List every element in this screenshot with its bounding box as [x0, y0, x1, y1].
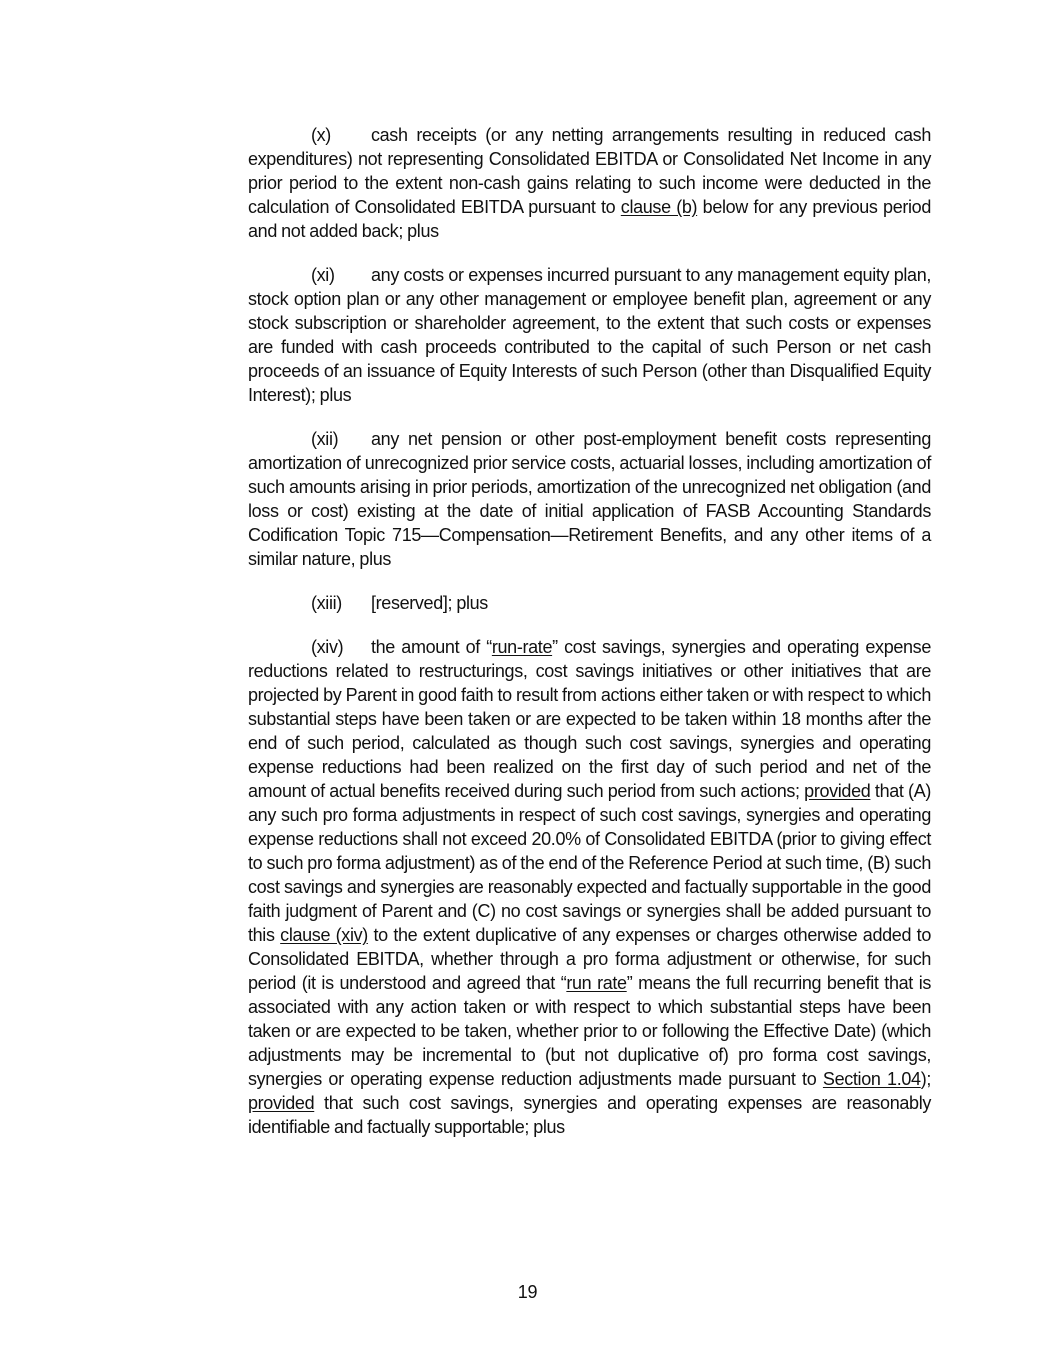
clause-text: cash receipts (or any netting arrangements resulting in reduced cash expenditures) not representing Consolidated EBITDA or Consolidated Net Income in any prior period to the extent non-cash gains relating to such income were deducted in the calculation of Consolidated EBITDA pursuant to: [248, 125, 931, 217]
clause-number: (xi): [311, 265, 335, 285]
clause-number: (xii): [311, 429, 339, 449]
document-body: [248, 123, 931, 1139]
clause-text: that (A) any such pro forma adjustments in respect of such cost savings, synergies and operating expense reductions shall not exceed 20.0% of Consolidated EBITDA (prior to giving effect to such pro forma adjustment) as of the end of the Reference Period at such time, (B) such cost savings and synergies are reasonably expected and factually supportable in the good faith judgment of Parent and (C) no cost savings or synergies shall be added pursuant to this: [248, 781, 931, 945]
clause-text: below for any previous period and not added back; plus: [248, 197, 931, 241]
cross-reference: clause (b): [620, 197, 698, 217]
clause-number: (x): [311, 125, 331, 145]
clause-x-paragraph: [248, 123, 931, 243]
clause-text: ” cost savings, synergies and operating expense reductions related to restructurings, cost savings initiatives or other initiatives that are projected by Parent in good faith to result from actions either taken or with respect to which substantial steps have been taken or are expected to be taken within 18 months after the end of such period, calculated as though such cost savings, synergies and operating expense reductions had been realized on the first day of such period and net of the amount of actual benefits received during such period from such actions;: [248, 637, 931, 801]
clause-number: (xiii): [311, 593, 342, 613]
clause-text: any costs or expenses incurred pursuant to any management equity plan, stock option plan or any other management or employee benefit plan, agreement or any stock subscription or shareholder agreement, to the extent that such costs or expenses are funded with cash proceeds contributed to the capital of such Person or net cash proceeds of an issuance of Equity Interests of such Person (other than Disqualified Equity Interest); plus: [248, 265, 931, 405]
cross-reference: Section 1.04: [822, 1069, 921, 1089]
clause-text: the amount of “: [371, 637, 492, 657]
clause-number: (xiv): [311, 637, 344, 657]
page-number: 19: [517, 1282, 538, 1302]
clause-xiv-paragraph: [248, 635, 931, 1139]
clause-text: that such cost savings, synergies and operating expenses are reasonably identifiable and factually supportable; plus: [248, 1093, 931, 1137]
clause-text: );: [920, 1069, 931, 1089]
clause-xiii-paragraph: [248, 591, 931, 615]
clause-xi-paragraph: [248, 263, 931, 407]
clause-text: to the extent duplicative of any expenses or charges otherwise added to Consolidated EBITDA, whether through a pro forma adjustment or otherwise, for such period (it is understood and agreed that “: [248, 925, 931, 993]
cross-reference: clause (xiv): [280, 925, 368, 945]
defined-term: run-rate: [491, 637, 553, 657]
defined-term: provided: [248, 1093, 315, 1113]
defined-term: run rate: [566, 973, 627, 993]
clause-text: any net pension or other post-employment benefit costs representing amortization of unrecognized prior service costs, actuarial losses, including amortization of such amounts arising in prior periods, amortization of the unrecognized net obligation (and loss or cost) existing at the date of initial application of FASB Accounting Standards Codification Topic 715—Compensation—Retirement Benefits, and any other items of a similar nature, plus: [248, 429, 931, 569]
clause-text: ” means the full recurring benefit that is associated with any action taken or with respect to which substantial steps have been taken or are expected to be taken, whether prior to or following the Effective Date) (which adjustments may be incremental to (but not duplicative of) pro forma cost savings, synergies or operating expense reduction adjustments made pursuant to: [248, 973, 931, 1089]
clause-xii-paragraph: [248, 427, 931, 571]
clause-text: [reserved]; plus: [371, 593, 488, 613]
defined-term: provided: [804, 781, 871, 801]
